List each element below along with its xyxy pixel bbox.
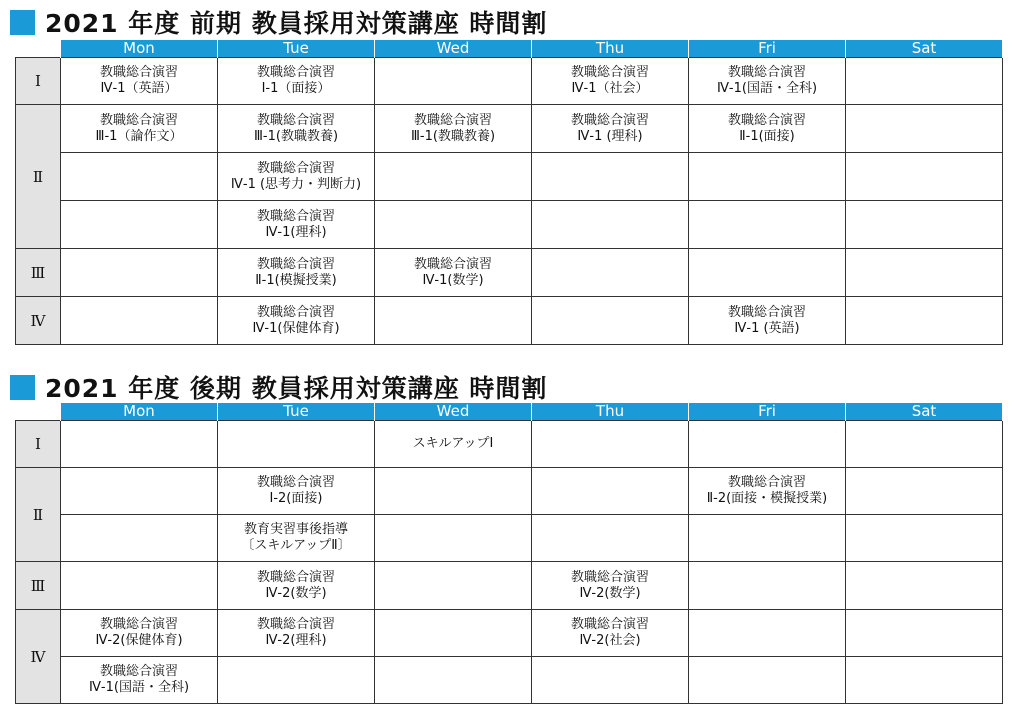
period-label: Ⅰ <box>16 421 61 468</box>
day-header-wed: Wed <box>375 40 532 58</box>
table-row <box>16 562 1003 610</box>
class-cell <box>689 515 846 562</box>
class-cell <box>532 105 689 153</box>
course-name: 教職総合演習 <box>727 475 806 490</box>
class-cell <box>846 105 1003 153</box>
class-cell <box>689 610 846 657</box>
class-cell <box>375 105 532 153</box>
class-cell <box>375 515 532 562</box>
course-name: 教職総合演習 <box>256 617 335 632</box>
period-label: Ⅲ <box>16 562 61 610</box>
class-cell <box>846 562 1003 610</box>
class-cell <box>61 562 218 610</box>
class-cell <box>846 201 1003 249</box>
table-row <box>16 657 1003 704</box>
day-header-mon: Mon <box>61 403 218 421</box>
table-row <box>16 105 1003 153</box>
class-cell <box>846 515 1003 562</box>
table-row <box>16 468 1003 515</box>
class-cell <box>375 297 532 345</box>
class-cell <box>532 468 689 515</box>
day-header-fri: Fri <box>689 40 846 58</box>
course-detail: Ⅱ-2(面接・模擬授業) <box>706 491 828 506</box>
class-cell <box>689 562 846 610</box>
class-cell <box>846 421 1003 468</box>
class-cell <box>846 657 1003 704</box>
class-cell <box>61 201 218 249</box>
class-cell <box>218 105 375 153</box>
day-header-wed: Wed <box>375 403 532 421</box>
course-name: 教職総合演習 <box>256 112 335 128</box>
class-cell <box>375 58 532 105</box>
section-title <box>10 6 547 38</box>
class-cell <box>61 297 218 345</box>
class-cell <box>532 562 689 610</box>
table-row <box>16 201 1003 249</box>
timetable-second-term <box>15 403 1003 704</box>
class-cell <box>375 657 532 704</box>
course-name: 教職総合演習 <box>256 160 335 176</box>
period-label: Ⅱ <box>16 105 61 249</box>
class-cell <box>532 515 689 562</box>
day-header-sat: Sat <box>846 40 1003 58</box>
section-title <box>10 371 547 403</box>
day-header-thu: Thu <box>532 403 689 421</box>
table-row <box>16 58 1003 105</box>
class-cell <box>61 657 218 704</box>
class-cell <box>61 421 218 468</box>
period-label: Ⅲ <box>16 249 61 297</box>
class-cell <box>846 297 1003 345</box>
course-name: 教職総合演習 <box>413 112 492 128</box>
header-row <box>16 403 1003 421</box>
course-name: 教職総合演習 <box>99 664 178 679</box>
class-cell <box>218 515 375 562</box>
class-cell <box>846 468 1003 515</box>
course-name: 教職総合演習 <box>727 65 806 80</box>
class-cell <box>218 468 375 515</box>
course-detail: Ⅳ-1（英語） <box>100 81 178 96</box>
class-cell <box>61 249 218 297</box>
class-cell <box>689 105 846 153</box>
course-name: 教職総合演習 <box>727 112 806 128</box>
course-name: 教職総合演習 <box>570 617 649 632</box>
class-cell <box>375 421 532 468</box>
section-title-text: 2021 年度 前期 教員採用対策講座 時間割 <box>45 9 548 38</box>
class-cell <box>532 249 689 297</box>
class-cell <box>375 201 532 249</box>
course-name: 教職総合演習 <box>256 569 335 585</box>
course-detail: Ⅰ-2(面接) <box>269 491 323 506</box>
day-header-thu: Thu <box>532 40 689 58</box>
course-detail: Ⅳ-2(社会) <box>579 633 641 648</box>
course-name: 教職総合演習 <box>99 617 178 632</box>
blue-square-icon <box>10 375 35 400</box>
class-cell <box>375 153 532 201</box>
class-cell <box>689 657 846 704</box>
course-detail: Ⅳ-1(国語・全科) <box>716 81 818 96</box>
course-detail: Ⅳ-2(保健体育) <box>95 633 183 648</box>
class-cell <box>532 58 689 105</box>
class-cell <box>846 610 1003 657</box>
class-cell <box>61 153 218 201</box>
table-row <box>16 153 1003 201</box>
class-cell <box>61 58 218 105</box>
class-cell <box>375 249 532 297</box>
class-cell <box>532 421 689 468</box>
class-cell <box>532 657 689 704</box>
class-cell <box>689 201 846 249</box>
table-row <box>16 249 1003 297</box>
class-cell <box>375 468 532 515</box>
class-cell <box>61 515 218 562</box>
day-header-mon: Mon <box>61 40 218 58</box>
course-detail: Ⅳ-1(国語・全科) <box>88 680 190 695</box>
course-detail: Ⅳ-1（社会） <box>571 81 649 96</box>
day-header-tue: Tue <box>218 403 375 421</box>
period-label: Ⅳ <box>16 610 61 704</box>
class-cell <box>61 468 218 515</box>
class-cell <box>532 610 689 657</box>
class-cell <box>375 562 532 610</box>
course-detail: 〔スキルアップⅡ〕 <box>241 538 351 553</box>
period-label: Ⅳ <box>16 297 61 345</box>
table-row <box>16 297 1003 345</box>
course-detail: Ⅱ-1(面接) <box>739 128 795 144</box>
class-cell <box>846 249 1003 297</box>
course-detail: Ⅳ-1(数学) <box>422 272 484 288</box>
course-detail: Ⅲ-1（論作文） <box>95 128 183 144</box>
course-name: 教職総合演習 <box>256 475 335 490</box>
class-cell <box>689 153 846 201</box>
class-cell <box>689 297 846 345</box>
course-detail: Ⅳ-2(数学) <box>265 585 327 601</box>
course-detail: Ⅲ-1(教職教養) <box>253 128 339 144</box>
class-cell <box>375 610 532 657</box>
course-name: 教職総合演習 <box>570 65 649 80</box>
course-detail: Ⅰ-1（面接） <box>261 81 331 96</box>
header-corner <box>16 40 61 58</box>
course-name: 教職総合演習 <box>99 112 178 128</box>
class-cell <box>846 153 1003 201</box>
course-name: 教職総合演習 <box>570 569 649 585</box>
period-label: Ⅱ <box>16 468 61 562</box>
class-cell <box>218 562 375 610</box>
course-detail: Ⅳ-1(保健体育) <box>252 320 340 336</box>
course-detail: Ⅳ-1 (理科) <box>577 128 643 144</box>
day-header-sat: Sat <box>846 403 1003 421</box>
class-cell <box>218 421 375 468</box>
section-title-text: 2021 年度 後期 教員採用対策講座 時間割 <box>45 374 548 403</box>
class-cell <box>218 610 375 657</box>
course-name: 教職総合演習 <box>256 304 335 320</box>
class-cell <box>532 201 689 249</box>
table-row <box>16 610 1003 657</box>
class-cell <box>218 657 375 704</box>
class-cell <box>689 249 846 297</box>
class-cell <box>846 58 1003 105</box>
course-name: 教職総合演習 <box>570 112 649 128</box>
course-name: 教職総合演習 <box>256 65 335 80</box>
class-cell <box>532 297 689 345</box>
table-row <box>16 421 1003 468</box>
course-name: 教職総合演習 <box>99 65 178 80</box>
course-name: 教育実習事後指導 <box>243 522 348 537</box>
class-cell <box>61 610 218 657</box>
course-name: 教職総合演習 <box>727 304 806 320</box>
day-header-fri: Fri <box>689 403 846 421</box>
class-cell <box>218 249 375 297</box>
course-detail: Ⅳ-2(数学) <box>579 585 641 601</box>
class-cell <box>218 153 375 201</box>
class-cell <box>61 105 218 153</box>
class-cell <box>689 58 846 105</box>
course-detail: Ⅲ-1(教職教養) <box>410 128 496 144</box>
table-row <box>16 515 1003 562</box>
course-detail: Ⅳ-1 (思考力・判断力) <box>230 176 362 192</box>
course-detail: Ⅳ-1 (英語) <box>734 320 800 336</box>
day-header-tue: Tue <box>218 40 375 58</box>
course-detail: Ⅳ-1(理科) <box>265 224 327 240</box>
header-corner <box>16 403 61 421</box>
period-label: Ⅰ <box>16 58 61 105</box>
class-cell <box>689 468 846 515</box>
class-cell <box>218 201 375 249</box>
course-detail: Ⅳ-2(理科) <box>265 633 327 648</box>
timetable-first-term <box>15 40 1003 345</box>
course-name: 教職総合演習 <box>413 256 492 272</box>
course-name: スキルアップⅠ <box>412 436 494 451</box>
class-cell <box>218 58 375 105</box>
header-row <box>16 40 1003 58</box>
class-cell <box>689 421 846 468</box>
class-cell <box>532 153 689 201</box>
course-detail: Ⅱ-1(模擬授業) <box>255 272 337 288</box>
course-name: 教職総合演習 <box>256 256 335 272</box>
blue-square-icon <box>10 10 35 35</box>
class-cell <box>218 297 375 345</box>
course-name: 教職総合演習 <box>256 208 335 224</box>
